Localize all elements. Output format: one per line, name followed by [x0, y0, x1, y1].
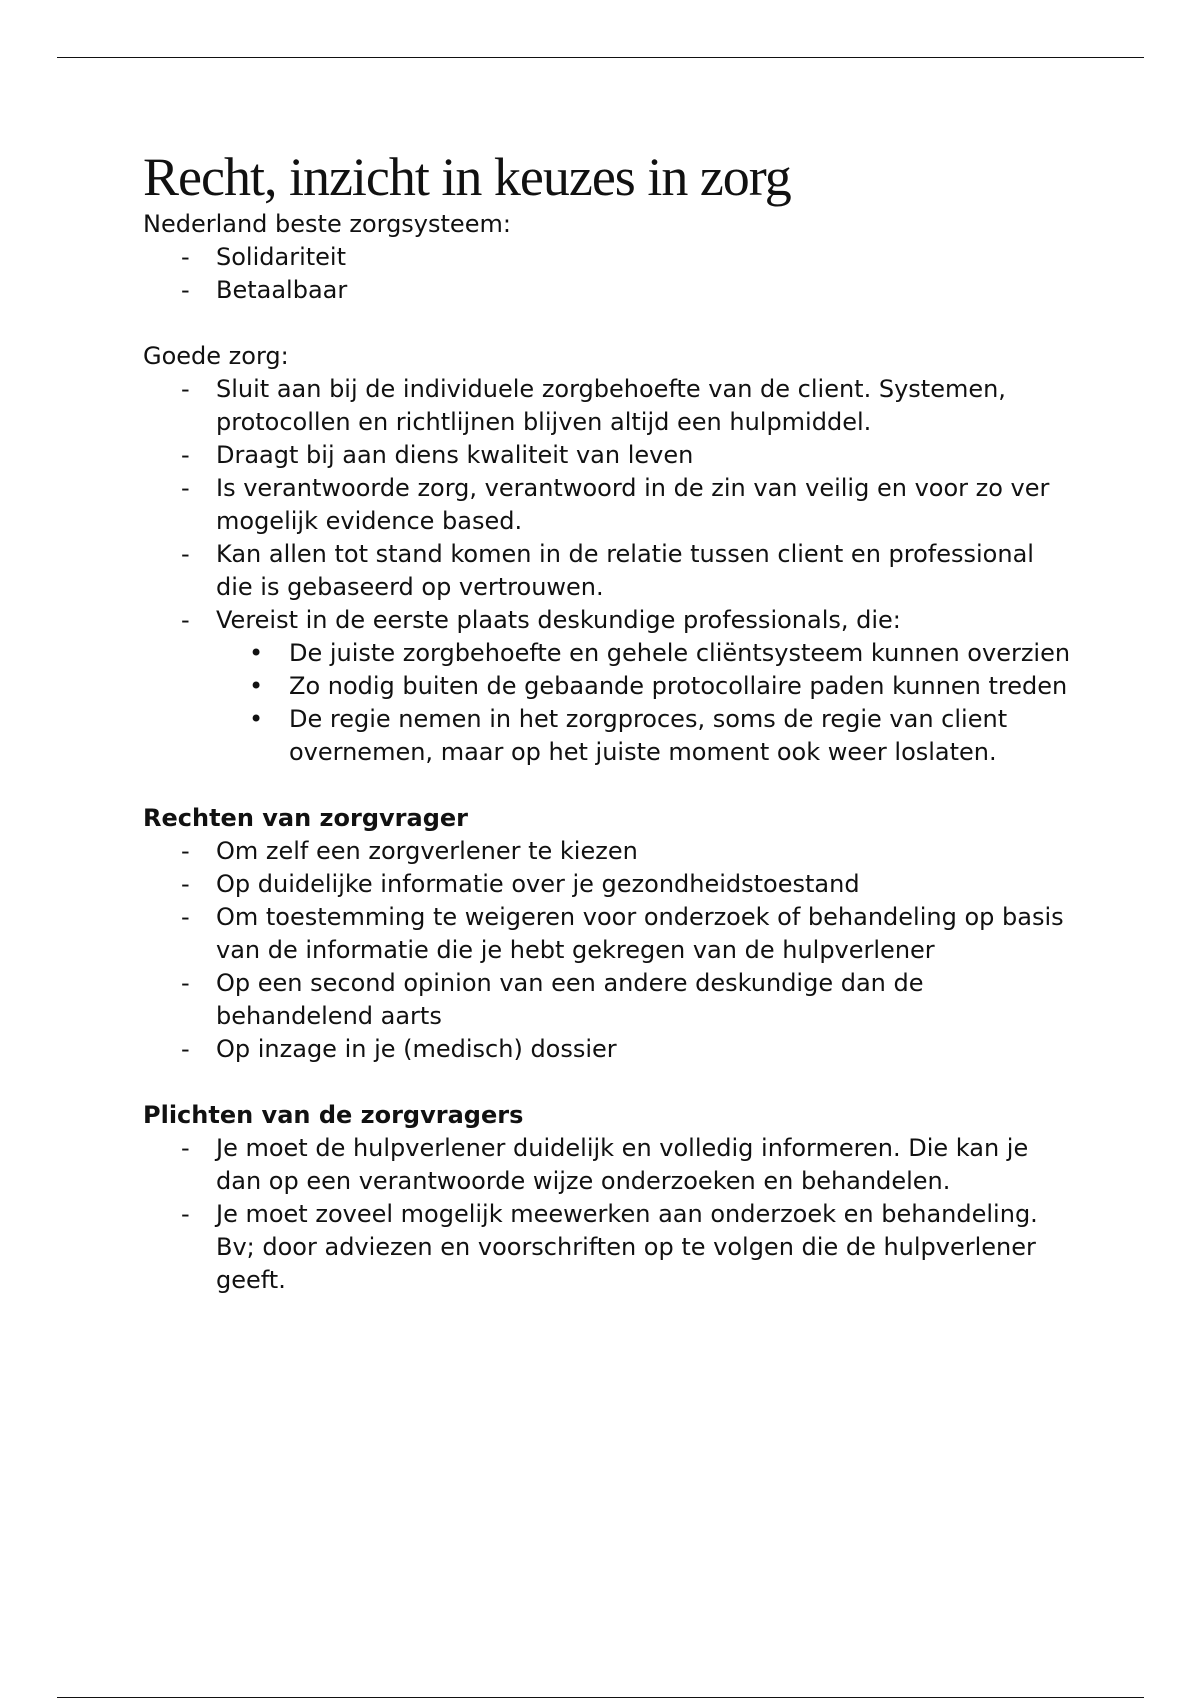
- list-item: - Solidariteit: [143, 241, 1073, 274]
- bullet-list: [143, 1132, 1073, 1297]
- dash-marker: -: [181, 1200, 190, 1228]
- spacer: [143, 307, 1073, 340]
- page-title: Recht, inzicht in keuzes in zorg: [143, 147, 791, 207]
- bullet-list: [143, 835, 1073, 1066]
- list-item: - Om zelf een zorgverlener te kiezen: [143, 835, 1073, 868]
- list-item: - Draagt bij aan diens kwaliteit van leven: [143, 439, 1073, 472]
- dash-marker: -: [181, 243, 190, 271]
- dash-marker: -: [181, 903, 190, 931]
- list-item: - Op inzage in je (medisch) dossier: [143, 1033, 1073, 1066]
- dash-marker: -: [181, 276, 190, 304]
- footer-rule: [57, 1697, 1144, 1698]
- bullet-list: [143, 373, 1073, 769]
- dash-marker: -: [181, 969, 190, 997]
- bullet-marker: •: [249, 672, 264, 700]
- section-intro: Nederland beste zorgsysteem:: [143, 210, 511, 238]
- dash-marker: -: [181, 375, 190, 403]
- dash-marker: -: [181, 474, 190, 502]
- section-heading: Plichten van de zorgvragers: [143, 1101, 524, 1129]
- sub-bullet-list: [216, 637, 1073, 769]
- dash-marker: -: [181, 540, 190, 568]
- spacer: [143, 769, 1073, 802]
- sub-list-item: • De regie nemen in het zorgproces, soms de regie van client overnemen, maar op het juiste moment ook weer loslaten.: [249, 705, 1008, 766]
- list-item: - Kan allen tot stand komen in de relatie tussen client en professional die is gebaseerd op vertrouwen.: [181, 540, 1034, 601]
- dash-marker: -: [181, 1035, 190, 1063]
- dash-marker: -: [181, 870, 190, 898]
- bullet-list: [143, 241, 1073, 307]
- dash-marker: -: [181, 1134, 190, 1162]
- list-item: - Je moet de hulpverlener duidelijk en volledig informeren. Die kan je dan op een verantwoorde wijze onderzoeken en behandelen.: [181, 1134, 1029, 1195]
- list-item: - Is verantwoorde zorg, verantwoord in de zin van veilig en voor zo ver mogelijk evidence based.: [181, 474, 1050, 535]
- dash-marker: -: [181, 837, 190, 865]
- list-item: - Betaalbaar: [143, 274, 1073, 307]
- document-body: [143, 146, 1073, 1297]
- sub-list-item: • De juiste zorgbehoefte en gehele cliëntsysteem kunnen overzien: [216, 637, 1073, 670]
- list-item: - Op duidelijke informatie over je gezondheidstoestand: [143, 868, 1073, 901]
- section-heading: Rechten van zorgvrager: [143, 804, 468, 832]
- bullet-marker: •: [249, 705, 264, 733]
- header-rule: [57, 57, 1144, 58]
- section-intro: Goede zorg:: [143, 342, 289, 370]
- list-item: - Op een second opinion van een andere deskundige dan de behandelend aarts: [181, 969, 924, 1030]
- spacer: [143, 1066, 1073, 1099]
- sub-list-item: • Zo nodig buiten de gebaande protocollaire paden kunnen treden: [216, 670, 1073, 703]
- dash-marker: -: [181, 606, 190, 634]
- bullet-marker: •: [249, 639, 264, 667]
- list-item: - Vereist in de eerste plaats deskundige professionals, die: • De juiste zorgbehoefte en gehele cliëntsysteem kunnen overzien • Zo nodig buiten de gebaande protocollaire paden kunnen treden • De regie nemen in het zorgproces, soms de regie van client overnemen, maar op het juiste moment ook weer loslaten.: [143, 604, 1073, 769]
- dash-marker: -: [181, 441, 190, 469]
- list-item: - Je moet zoveel mogelijk meewerken aan onderzoek en behandeling. Bv; door adviezen en voorschriften op te volgen die de hulpverlener geeft.: [181, 1200, 1038, 1294]
- list-item: - Sluit aan bij de individuele zorgbehoefte van de client. Systemen, protocollen en richtlijnen blijven altijd een hulpmiddel.: [181, 375, 1006, 436]
- list-item: - Om toestemming te weigeren voor onderzoek of behandeling op basis van de informatie die je hebt gekregen van de hulpverlener: [181, 903, 1064, 964]
